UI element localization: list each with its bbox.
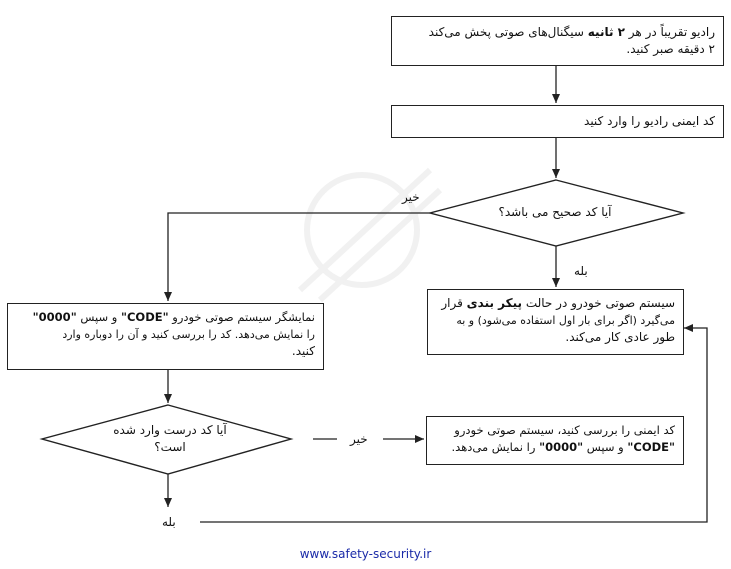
decision-entered-text	[95, 422, 245, 456]
decision-correct-text: آیا کد صحیح می باشد؟	[498, 205, 612, 219]
node-enter-code	[391, 105, 724, 138]
text-bold: ۲ ثانیه	[587, 25, 625, 39]
node-show-line2: را نمایش می‌دهد. کد را بررسی کنید و آن را دوباره وارد	[62, 328, 315, 341]
node-enter-code-text: کد ایمنی رادیو را وارد کنید	[584, 114, 715, 128]
text: سیستم صوتی خودرو در حالت	[522, 296, 675, 310]
text: را نمایش می‌دهد.	[451, 440, 540, 454]
text: قرار	[441, 296, 467, 310]
text-bold: پیکر بندی	[466, 296, 522, 310]
label-yes-top: بله	[574, 264, 588, 278]
node-start-line1	[400, 24, 715, 41]
text-bold: "CODE"	[120, 310, 169, 324]
node-start	[391, 16, 724, 66]
node-check-line2	[435, 439, 675, 456]
node-check-code	[426, 416, 684, 465]
node-assembly-line2: می‌گیرد (اگر برای بار اول استفاده می‌شود) و به	[456, 314, 675, 327]
label-no-top: خیر	[402, 190, 420, 204]
node-show-code	[7, 303, 324, 370]
node-show-line3: کنید.	[291, 344, 315, 358]
label-no-bottom: خیر	[350, 432, 368, 446]
text-bold: "0000"	[32, 310, 77, 324]
text: سیگنال‌های صوتی پخش می‌کند	[428, 25, 588, 39]
text: و سپس	[583, 440, 628, 454]
node-assembly-mode	[427, 289, 684, 355]
label-yes-bottom: بله	[162, 515, 176, 529]
node-show-line1	[16, 309, 315, 326]
decision-entered-line2: است؟	[154, 440, 186, 454]
footer-url[interactable]: www.safety-security.ir	[299, 547, 432, 561]
node-start-line2: ۲ دقیقه صبر کنید.	[626, 42, 715, 56]
decision-entered-line1: آیا کد درست وارد شده	[113, 423, 227, 437]
text: و سپس	[76, 310, 121, 324]
node-check-line1: کد ایمنی را بررسی کنید، سیستم صوتی خودرو	[454, 423, 675, 437]
text: نمایشگر سیستم صوتی خودرو	[168, 310, 315, 324]
text: رادیو تقریباً در هر	[624, 25, 715, 39]
text-bold: "0000"	[539, 440, 584, 454]
text-bold: "CODE"	[627, 440, 675, 454]
node-assembly-line3: طور عادی کار می‌کند.	[565, 330, 675, 344]
node-assembly-line1	[436, 295, 675, 312]
